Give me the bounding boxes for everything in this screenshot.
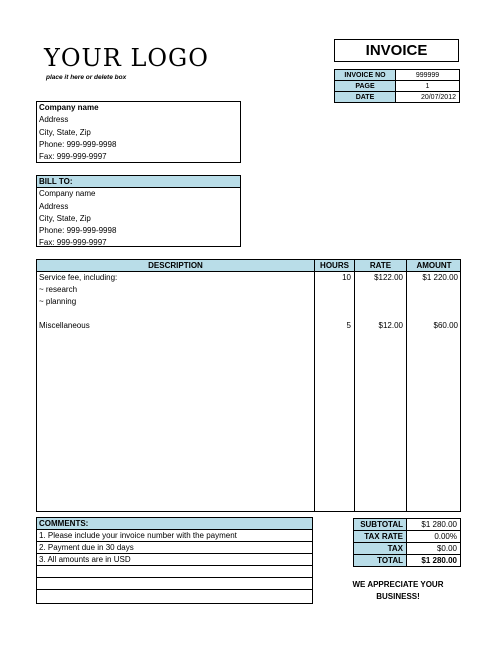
page-row: [335, 81, 460, 92]
tax-row: [354, 543, 461, 555]
company-address: Address: [39, 115, 69, 125]
tax-value: $0.00: [407, 543, 461, 555]
total-label: TOTAL: [354, 555, 407, 567]
invoice-meta-table: [334, 69, 460, 103]
item-description: ~ research: [39, 285, 78, 294]
header-amount: AMOUNT: [416, 261, 452, 270]
total-value: $1 280.00: [407, 555, 461, 567]
date-value: 20/07/2012: [396, 92, 460, 103]
table-row: [37, 320, 460, 332]
subtotal-label: SUBTOTAL: [354, 519, 407, 531]
company-city: City, State, Zip: [39, 127, 91, 137]
header-description: DESCRIPTION: [148, 261, 203, 270]
bill-to-company: Company name: [39, 189, 96, 199]
thank-you-line-1: WE APPRECIATE YOUR: [352, 580, 444, 589]
subtotal-row: [354, 519, 461, 531]
item-description: Miscellaneous: [39, 321, 90, 330]
table-row: [37, 284, 460, 296]
company-name: Company name: [39, 103, 99, 112]
bill-to-address: Address: [39, 201, 69, 211]
bill-to-fax: Fax: 999-999-9997: [39, 238, 107, 248]
bill-to-city: City, State, Zip: [39, 213, 91, 223]
bill-to-box: [36, 175, 241, 247]
comments-box: [36, 517, 313, 604]
logo-subtitle: place it here or delete box: [46, 74, 127, 81]
header-hours: HOURS: [320, 261, 349, 270]
thank-you-note: [346, 579, 450, 603]
table-row: [37, 272, 460, 284]
comment-line: 2. Payment due in 30 days: [37, 542, 312, 554]
item-amount: $1 220.00: [422, 273, 458, 282]
logo-text: YOUR LOGO: [44, 44, 209, 72]
date-row: [335, 92, 460, 103]
invoice-number-label: INVOICE NO: [335, 70, 396, 81]
header-rate: RATE: [369, 261, 392, 270]
invoice-title: INVOICE: [334, 39, 459, 62]
comment-line: [37, 578, 312, 590]
item-description: Service fee, including:: [39, 273, 118, 282]
invoice-number-value: 999999: [396, 70, 460, 81]
tax-rate-value: 0.00%: [407, 531, 461, 543]
company-box: [36, 101, 241, 163]
item-amount: $60.00: [433, 321, 458, 330]
invoice-number-row: [335, 70, 460, 81]
date-label: DATE: [335, 92, 396, 103]
table-row: [37, 296, 460, 308]
comment-line: 3. All amounts are in USD: [37, 554, 312, 566]
company-fax: Fax: 999-999-9997: [39, 152, 107, 162]
totals-table: [353, 518, 461, 567]
comment-line: [37, 566, 312, 578]
subtotal-value: $1 280.00: [407, 519, 461, 531]
comment-line: [37, 590, 312, 602]
company-phone: Phone: 999-999-9998: [39, 139, 117, 149]
comments-heading: COMMENTS:: [37, 518, 312, 530]
page-label: PAGE: [335, 81, 396, 92]
item-rate: $12.00: [378, 321, 403, 330]
thank-you-line-2: BUSINESS!: [376, 592, 420, 601]
page-value: 1: [396, 81, 460, 92]
tax-rate-row: [354, 531, 461, 543]
bill-to-phone: Phone: 999-999-9998: [39, 226, 117, 236]
item-description: ~ planning: [39, 297, 77, 306]
line-items-table: [36, 259, 461, 512]
item-hours: 10: [342, 273, 351, 282]
tax-label: TAX: [354, 543, 407, 555]
total-row: [354, 555, 461, 567]
item-rate: $122.00: [374, 273, 403, 282]
comment-line: 1. Please include your invoice number with the payment: [37, 530, 312, 542]
tax-rate-label: TAX RATE: [354, 531, 407, 543]
bill-to-heading: BILL TO:: [37, 176, 240, 188]
item-hours: 5: [346, 321, 351, 330]
